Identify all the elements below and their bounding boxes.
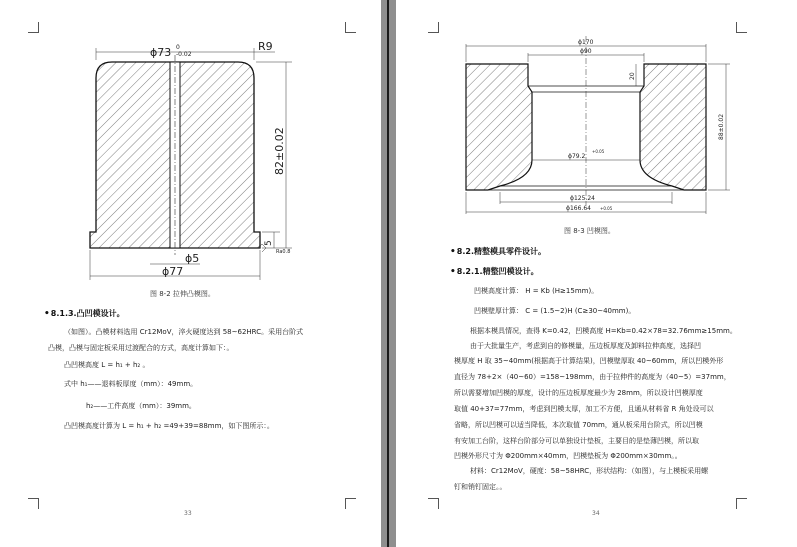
- paragraph-line: 由于大批量生产，考虑到自的修模量，压边板厚度及卸料拉伸高度，选择凹: [470, 342, 701, 350]
- dim-bore-tol: +0.05: [592, 149, 605, 154]
- paragraph-line: 直径为 78+2×（40~60）=158~198mm，由于拉伸件的高度为（40~5）=37mm，: [454, 373, 731, 381]
- page-number: 33: [184, 510, 192, 517]
- corner-mark: [345, 498, 356, 509]
- formula-line: 凹模高度计算： H = Kb (H≥15mm)。: [474, 287, 599, 295]
- dim-top-outer: ϕ170: [578, 39, 594, 46]
- dim-bottom-mid: ϕ125.24: [570, 195, 595, 202]
- dim-roughness: Ra0.8: [276, 249, 291, 255]
- dim-hole-diameter: ϕ5: [185, 252, 200, 265]
- gutter-divider: [387, 0, 389, 547]
- section-heading-text: 8.1.3.凸凹模设计。: [50, 309, 125, 318]
- paragraph-line: 取值 40+37=77mm，考虑到凹模太厚，加工不方便，且通从材料省 R 角处设可以: [454, 405, 714, 413]
- section-heading: •8.1.3.凸凹模设计。: [44, 309, 125, 319]
- die-drawing: [396, 0, 797, 225]
- dim-base-height: 5: [264, 240, 274, 246]
- right-page: [396, 0, 797, 547]
- left-page: [0, 0, 381, 547]
- dim-radius: R9: [258, 40, 273, 53]
- formula-line: h₂——工件高度（mm）：39mm。: [86, 402, 196, 410]
- section-heading-text: 8.2.精整模具零件设计。: [456, 247, 546, 256]
- corner-mark: [428, 498, 439, 509]
- sub-heading: •8.2.1.精整凹模设计。: [450, 267, 539, 277]
- corner-mark: [736, 498, 747, 509]
- material-line: 材料：Cr12MoV，硬度：58~58HRC，形状结构：（如图），与上模板采用螺: [470, 467, 709, 475]
- dim-bottom-outer-tol: +0.05: [600, 206, 613, 211]
- dim-top-tol-lower: -0.02: [176, 51, 192, 58]
- paragraph-line: 根据本模具情况，查得 K=0.42，凹模高度 H=Kb=0.42×78=32.76mm≥15mm。: [470, 327, 737, 335]
- dim-depth: 20: [629, 72, 636, 80]
- material-line: 钉和销钉固定。。: [454, 483, 507, 491]
- formula-line: 凸凹模高度计算为 L = h₁ + h₂ =49+39=88mm，如下图所示：。: [64, 422, 274, 430]
- figure-caption: 图 8-2 拉伸凸模图。: [150, 290, 215, 298]
- paragraph-line: 模厚度 H 取 35~40mm(根据高于计算结果)，凹模壁厚取 40~60mm，所以凹模外形: [454, 357, 724, 365]
- paragraph-line: 所以需要增加凹模的厚度，设计的压边板厚度最少为 28mm，所以设计凹模厚度: [454, 389, 703, 397]
- sub-heading-text: 8.2.1.精整凹模设计。: [456, 267, 539, 276]
- paragraph-line: （如图）。凸模材料选用 Cr12MoV，淬火硬度达到 58~62HRC。采用台阶式: [64, 328, 304, 336]
- figure-caption: 图 8-3 凹模图。: [564, 227, 615, 235]
- paragraph-line: 省略，所以凹模可以适当降低，本次取值 70mm，通从板采用台阶式，所以凹模: [454, 421, 703, 429]
- dim-top-diameter: ϕ73: [150, 46, 172, 59]
- dim-base-diameter: ϕ77: [162, 265, 184, 278]
- dim-bottom-outer: ϕ166.64: [566, 205, 591, 212]
- dim-top-tol-upper: 0: [176, 44, 180, 51]
- section-heading: •8.2.精整模具零件设计。: [450, 247, 546, 257]
- dim-bore: ϕ79.2: [568, 153, 586, 160]
- dim-height: 88±0.02: [718, 113, 725, 140]
- formula-line: 凸凹模高度 L = h₁ + h₂ 。: [64, 361, 150, 369]
- punch-drawing: [0, 0, 381, 300]
- paragraph-line: 凹模外形尺寸为 Φ200mm×40mm，凹模垫板为 Φ200mm×30mm。。: [454, 452, 682, 460]
- paragraph-line: 有安加工台阶，这样台阶部分可以单独设计垫板，主要目的是垫薄凹模，所以取: [454, 437, 699, 445]
- formula-line: 凹模壁厚计算： C = (1.5~2)H (C≥30~40mm)。: [474, 307, 636, 315]
- corner-mark: [28, 498, 39, 509]
- paragraph-line: 凸模，凸模与固定板采用过渡配合的方式，高度计算如下：。: [48, 344, 234, 352]
- page-number: 34: [592, 510, 600, 517]
- dim-height: 82±0.02: [273, 127, 286, 175]
- dim-top-inner: ϕ90: [580, 48, 592, 55]
- formula-line: 式中 h₁——退料板厚度（mm）：49mm。: [64, 380, 198, 388]
